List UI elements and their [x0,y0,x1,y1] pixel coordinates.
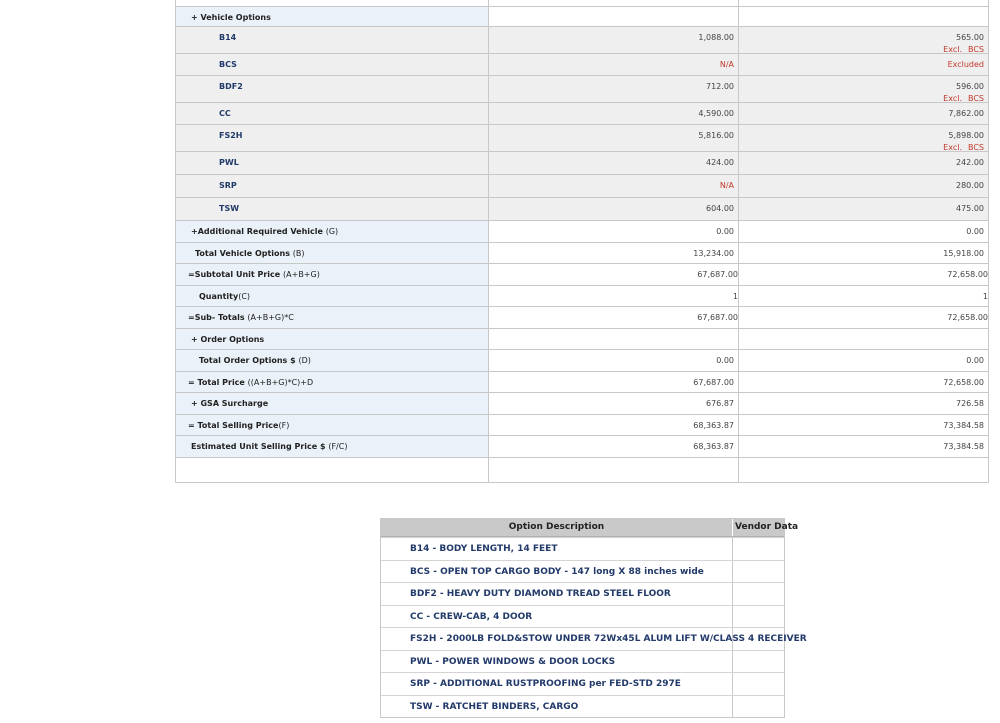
row-label: =Subtotal Unit Price (A+B+G) [188,270,320,279]
row-label: Total Vehicle Options (B) [195,249,305,258]
row-label: Total Order Options $ (D) [199,356,311,365]
value-1: 0.00 [716,356,734,365]
option-price-1: 4,590.00 [698,109,734,118]
value-1: 13,234.00 [693,249,734,258]
option-price-2: 242.00 [956,158,984,167]
table-bottom-row [175,458,989,483]
option-row [175,54,989,76]
option-description: B14 - BODY LENGTH, 14 FEET [410,544,558,554]
table-row [381,560,784,583]
table-row [381,672,784,695]
option-description: BCS - OPEN TOP CARGO BODY - 147 long X 88 inches wide [410,566,704,577]
option-row [175,27,989,54]
option-description: CC - CREW-CAB, 4 DOOR [410,611,533,622]
table-row [381,695,784,718]
price-comparison-table [175,0,989,483]
sub-totals-row [175,307,989,329]
order-options-toggle[interactable]: + Order Options [191,335,265,344]
value-2: 15,918.00 [943,249,984,258]
additional-required-row[interactable] [175,221,989,243]
option-price-2: 5,898.00 [948,131,984,140]
value-1: 68,363.87 [693,442,734,451]
option-price-1: N/A [719,60,734,69]
option-code: BCS [219,60,237,69]
option-code: SRP [219,181,237,190]
option-price-1: N/A [719,181,734,190]
value-1: 676.87 [706,399,734,408]
gsa-surcharge-toggle[interactable]: + GSA Surcharge [191,399,269,408]
exclusion-note: Excl. BCS [943,45,984,54]
quantity-row [175,286,989,307]
exclusion-note: Excl. BCS [943,143,984,152]
vendor-data-cell [732,696,784,718]
value-1: 67,687.00 [697,270,738,279]
table-row [381,582,784,605]
option-row [175,152,989,175]
option-price-2: 565.00 [956,33,984,42]
option-price-2: 475.00 [956,204,984,213]
row-label: Quantity(C) [199,292,251,301]
option-code: CC [219,109,231,118]
option-code: BDF2 [219,82,243,91]
option-row [175,125,989,152]
option-price-1: 604.00 [706,204,734,213]
vendor-data-cell [732,583,784,605]
estimated-unit-selling-row [175,436,989,458]
total-order-options-row [175,350,989,372]
value-2: 73,384.58 [943,442,984,451]
table-row [381,605,784,628]
option-price-2: 596.00 [956,82,984,91]
row-label: =Sub- Totals (A+B+G)*C [188,313,294,322]
vendor-data-cell [732,651,784,673]
vehicle-options-header-row[interactable] [175,7,989,27]
exclusion-note: Excl. BCS [943,94,984,103]
option-price-2: 280.00 [956,181,984,190]
value-1: 68,363.87 [693,421,734,430]
option-row [175,175,989,198]
option-description: FS2H - 2000LB FOLD&STOW UNDER 72Wx45L ALUM LIFT W/CLASS 4 RECEIVER [410,634,807,644]
table-row [381,537,784,560]
description-table-header [381,519,799,537]
option-description: BDF2 - HEAVY DUTY DIAMOND TREAD STEEL FLOOR [410,589,671,599]
gsa-surcharge-row[interactable] [175,393,989,415]
option-price-1: 424.00 [706,158,734,167]
value-1: 0.00 [716,227,734,236]
header-vendor-data[interactable]: Vendor Data [735,522,799,532]
value-2: 0.00 [966,356,984,365]
option-price-1: 1,088.00 [698,33,734,42]
value-2: 72,658.00 [947,270,988,279]
option-price-1: 712.00 [706,82,734,91]
total-selling-price-row [175,415,989,436]
option-price-1: 5,816.00 [698,131,734,140]
value-2: 1 [982,292,988,301]
value-1: 67,687.00 [697,313,738,322]
header-option-description[interactable]: Option Description [381,519,733,536]
option-description: TSW - RATCHET BINDERS, CARGO [410,701,579,712]
subtotal-unit-price-row [175,264,989,286]
value-2: 73,384.58 [943,421,984,430]
value-1: 1 [732,292,738,301]
additional-required-toggle[interactable]: +Additional Required Vehicle (G) [191,227,339,236]
vendor-data-cell [732,561,784,583]
vendor-data-cell [732,673,784,695]
option-price-2: Excluded [947,60,984,69]
option-code: FS2H [219,131,243,140]
row-label: = Total Price ((A+B+G)*C)+D [188,378,314,387]
total-vehicle-options-row [175,243,989,264]
option-description: SRP - ADDITIONAL RUSTPROOFING per FED-STD 297E [410,679,681,689]
option-code: TSW [219,204,240,213]
value-2: 726.58 [956,399,984,408]
value-2: 72,658.00 [943,378,984,387]
total-price-row [175,372,989,393]
table-top-row [175,0,989,7]
row-label: = Total Selling Price(F) [188,421,290,430]
value-2: 0.00 [966,227,984,236]
table-row [381,650,784,673]
order-options-row[interactable] [175,329,989,350]
option-code: PWL [219,158,239,167]
vehicle-options-toggle[interactable]: + Vehicle Options [191,13,271,22]
row-label: Estimated Unit Selling Price $ (F/C) [191,442,348,451]
vendor-data-cell [732,628,784,650]
vendor-data-cell [732,538,784,560]
value-2: 72,658.00 [947,313,988,322]
vendor-data-cell [732,606,784,628]
option-description-table [380,518,807,718]
option-row [175,198,989,221]
option-row [175,76,989,103]
option-price-2: 7,862.00 [948,109,984,118]
value-1: 67,687.00 [693,378,734,387]
option-row [175,103,989,125]
table-row [381,627,807,650]
option-code: B14 [219,33,237,42]
option-description: PWL - POWER WINDOWS & DOOR LOCKS [410,656,616,667]
